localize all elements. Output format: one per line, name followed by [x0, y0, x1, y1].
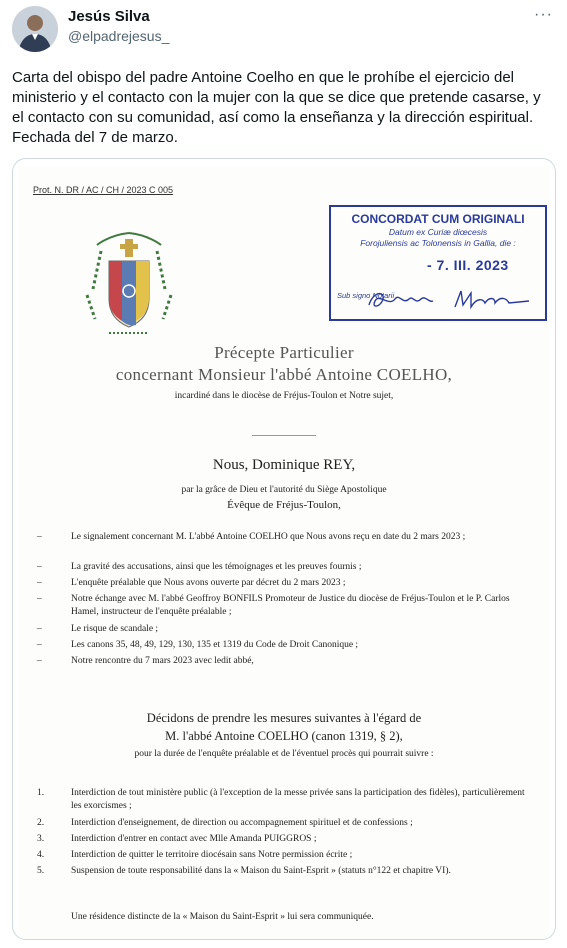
- bishop-name: Nous, Dominique REY,: [212, 457, 356, 473]
- avatar[interactable]: [12, 6, 58, 52]
- author-handle[interactable]: @elpadrejesus_: [68, 28, 170, 44]
- stamp-signature-label: Sub signo Notarii: [337, 291, 395, 300]
- final-note: Une résidence distincte de la « Maison du Saint-Esprit » lui sera communiquée.: [71, 912, 374, 922]
- bishop-title: Évêque de Fréjus-Toulon,: [227, 499, 341, 511]
- decision-subject: M. l'abbé Antoine COELHO (canon 1319, § 2),: [165, 729, 403, 743]
- stamp-date: - 7. III. 2023: [427, 257, 509, 273]
- divider: [252, 435, 316, 436]
- concordat-stamp: [329, 205, 547, 321]
- document: Prot. N. DR / AC / CH / 2023 C 005 CONCORDAT CUM ORIGINALI Datum ex Curiæ diœcesis Forojuliensis ac Tolonensis in Gallia, die : - 7. III. 2023 Sub signo Notarii Précepte Particulier concernant Monsieur l'abbé Antoine COELHO, incardiné dans le diocèse de Fréjus-Toulon et Notre sujet, Nous, Dominique REY, par la grâce de Dieu et l'autorité du Siège Apostolique Évêque de Fréjus-Toulon, – Le signalement concernant M. L'abbé Antoine COELHO que Nous avons reçu en date du 2 mars 2023 ; – La gravité des accusations, ainsi que les témoignages et les preuves fournis ; – L'enquête préalable que Nous avons ouverte par décret du 2 mars 2023 ; – Notre échange avec M. l'abbé Geoffroy BONFILS Promoteur de Justice du diocèse de Fréjus-Toulon et le P. Carlos Hamel, instructeur de l'enquête préalable ; – Le risque de scandale ; – Les canons 35, 48, 49, 129, 130, 135 et 1319 du Code de Droit Canonique ; – Notre rencontre du 7 mars 2023 avec ledit abbé, Décidons de prendre les mesures suivantes à l'égard de M. l'abbé Antoine COELHO (canon 1319, § 2), pour la durée de l'enquête préalable et de l'éventuel procès qui pourrait suivre : 1. Interdiction de tout ministère public (à l'exception de la messe privée sans la participation des fidèles), particulièrement les exorcismes ; 2. Interdiction d'enseignement, de direction ou accompagnement spirituel et de confessions ; 3. Interdiction d'entrer en contact avec Mlle Amanda PUIGGROS ; 4. Interdiction de quitter le territoire diocésain sans Notre permission écrite ; 5. Suspension de toute responsabilité dans la « Maison du Saint-Esprit » (statuts n°122 et chapitre VI). Une résidence distincte de la « Maison du Saint-Esprit » lui sera communiquée.: [19, 167, 549, 939]
- signature-icon: [359, 285, 539, 315]
- document-subtitle: incardiné dans le diocèse de Fréjus-Toulon et Notre sujet,: [174, 391, 394, 401]
- coat-of-arms-icon: [79, 229, 179, 339]
- decision-heading: Décidons de prendre les mesures suivantes à l'égard de: [146, 711, 422, 725]
- stamp-line-1: Datum ex Curiæ diœcesis: [388, 227, 488, 237]
- document-title-concerning: concernant Monsieur l'abbé Antoine COELHO,: [115, 365, 453, 384]
- tweet-text: Carta del obispo del padre Antoine Coelho en que le prohíbe el ejercicio del ministerio y el contacto con la mujer con la que se dice que pretende casarse, y el contacto con su comunidad, así como la enseñanza y la dirección espiritual. Fechada del 7 de marzo.: [12, 69, 541, 146]
- bishop-grace: par la grâce de Dieu et l'autorité du Siège Apostolique: [181, 485, 387, 495]
- decision-duration: pour la durée de l'enquête préalable et de l'éventuel procès qui pourrait suivre :: [134, 749, 434, 759]
- document-title: Précepte Particulier: [214, 343, 354, 362]
- more-options-icon[interactable]: ···: [534, 6, 553, 23]
- author-name[interactable]: Jesús Silva: [68, 8, 150, 25]
- stamp-title: CONCORDAT CUM ORIGINALI: [351, 212, 525, 226]
- tweet-image[interactable]: [12, 158, 556, 940]
- stamp-line-2: Forojuliensis ac Tolonensis in Gallia, die :: [360, 238, 516, 248]
- protocol-number: Prot. N. DR / AC / CH / 2023 C 005: [33, 185, 174, 195]
